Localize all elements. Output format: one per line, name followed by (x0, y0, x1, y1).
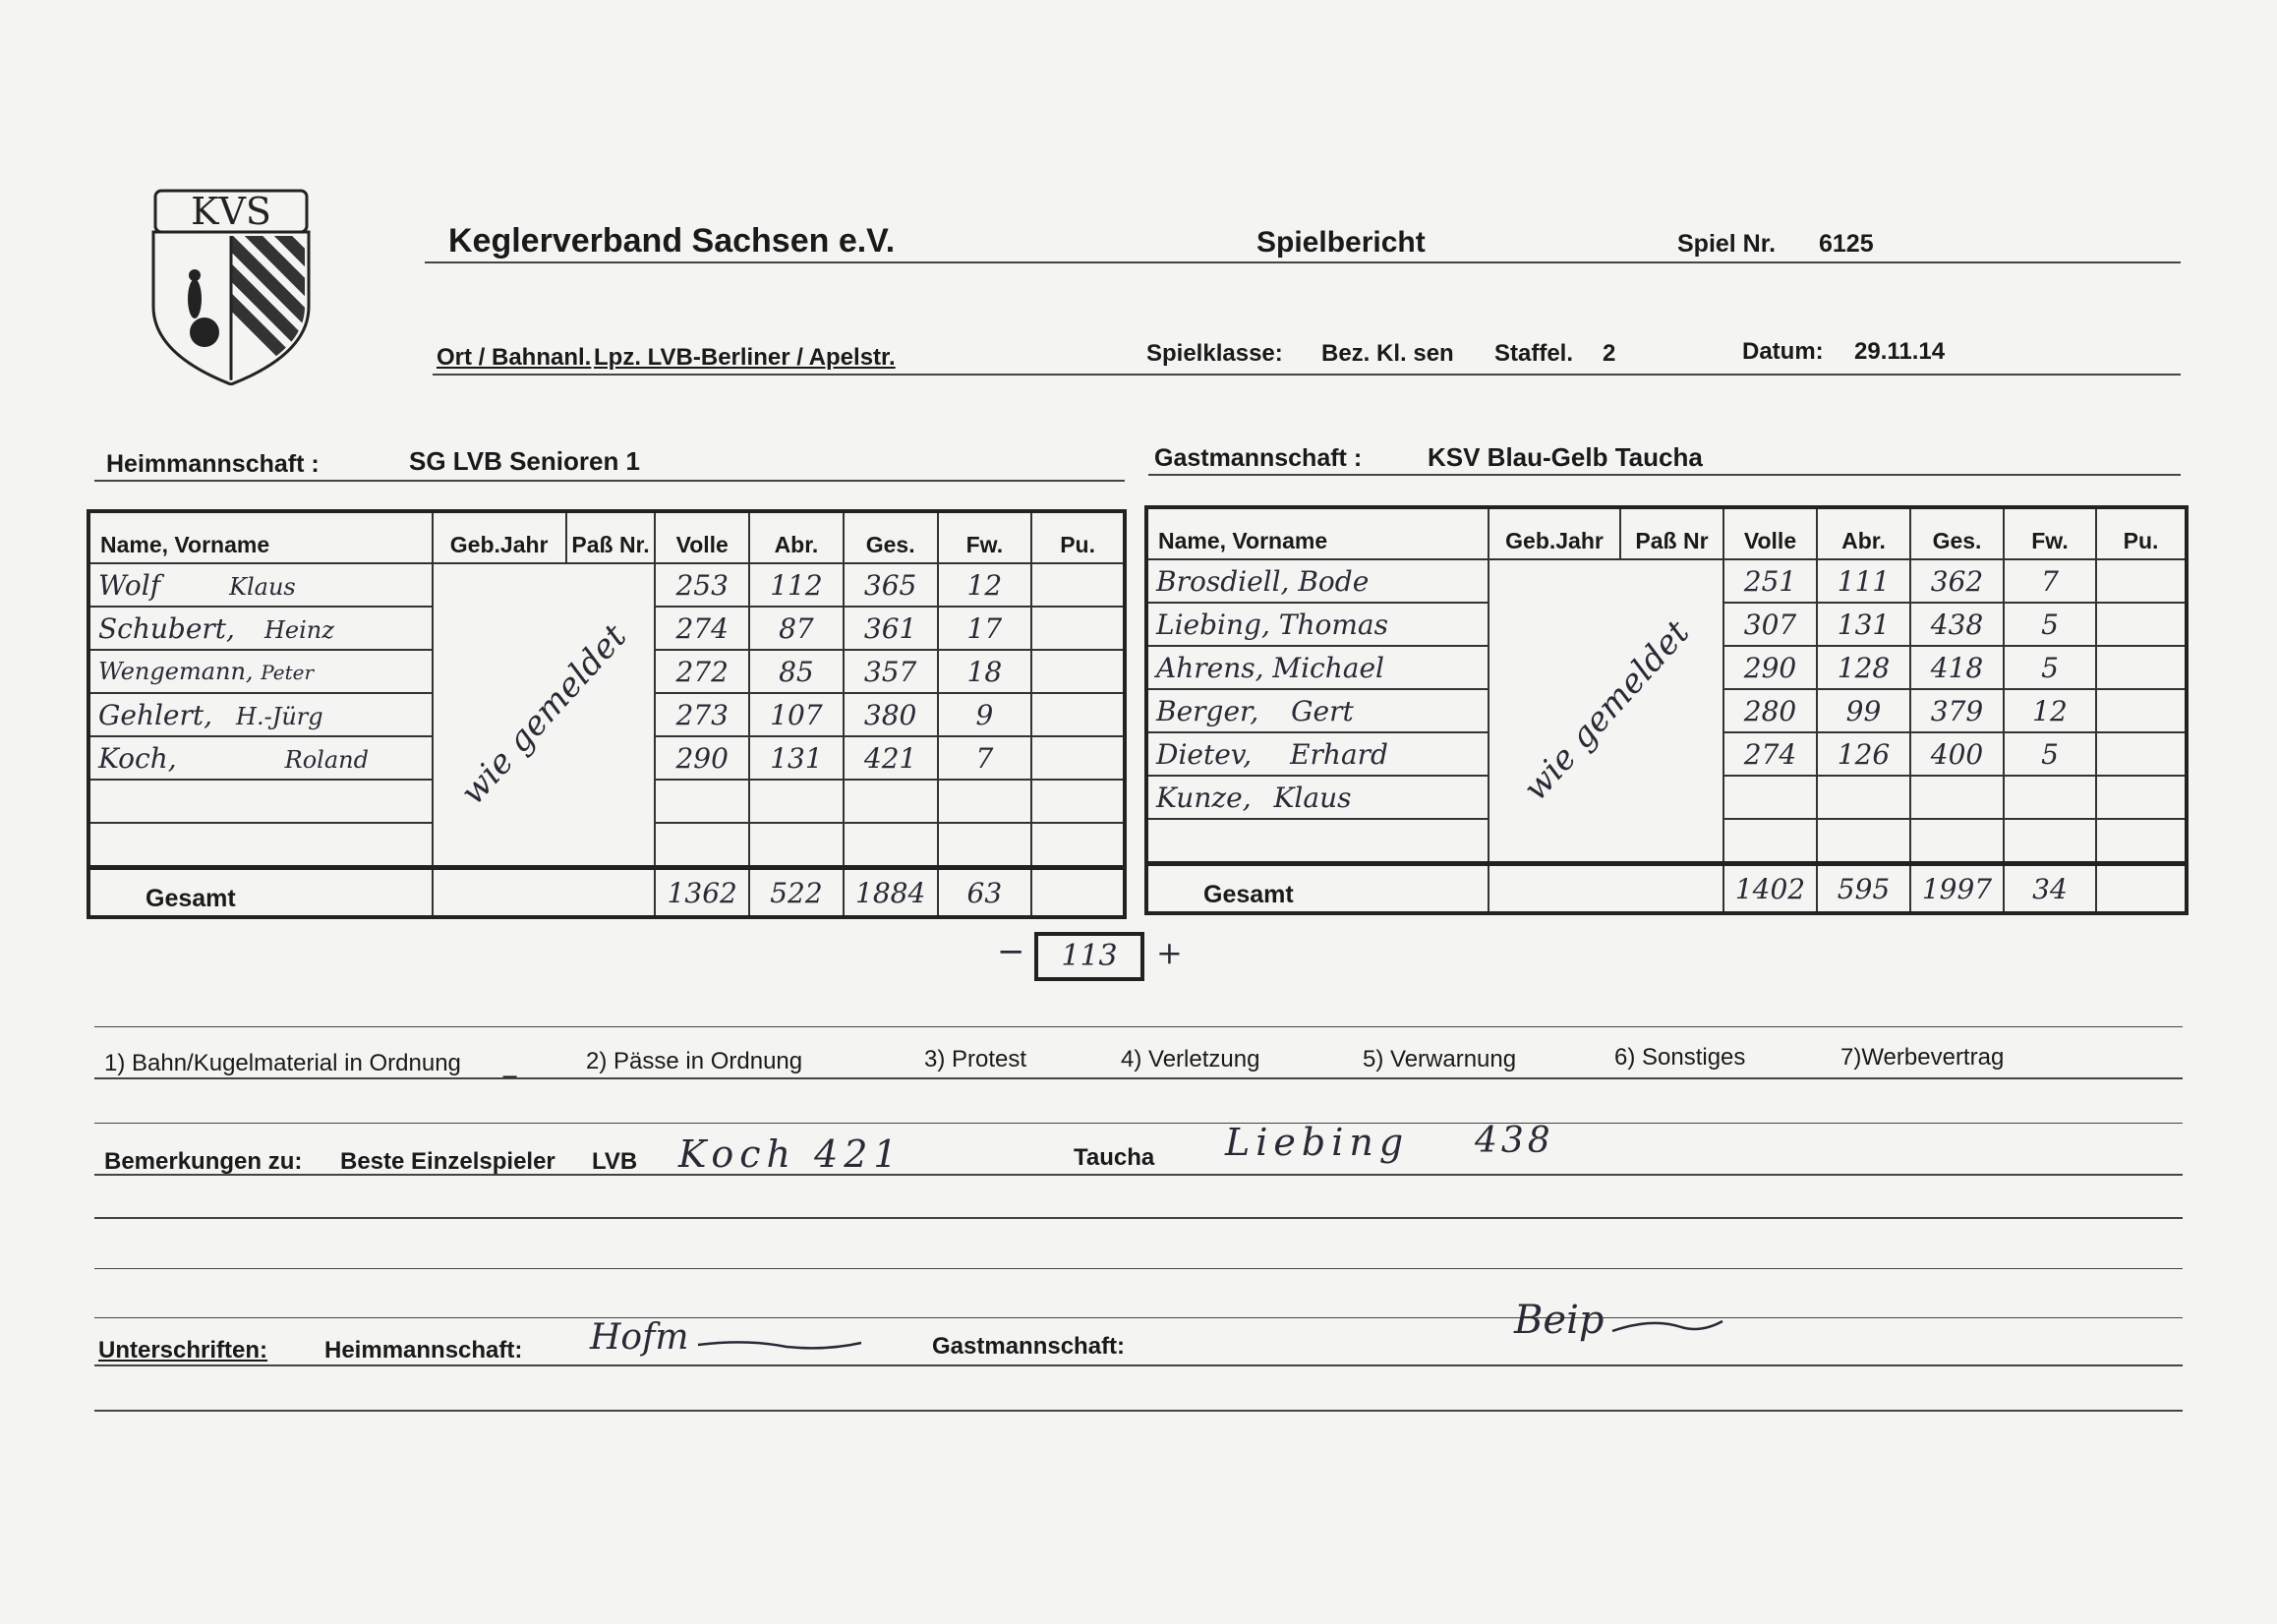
option-bahn-kugelmaterial: 1) Bahn/Kugelmaterial in Ordnung (104, 1050, 461, 1076)
option-protest: 3) Protest (924, 1046, 1027, 1073)
pu-cell (2096, 646, 2187, 689)
lvb-best-value: Koch 421 (678, 1132, 904, 1176)
guest-team-label: Gastmannschaft : (1154, 444, 1363, 472)
abr-cell: 87 (749, 607, 844, 650)
abr-cell: 128 (1817, 646, 1910, 689)
ges-cell (844, 823, 938, 868)
fw-cell (938, 823, 1032, 868)
option-verwarnung: 5) Verwarnung (1363, 1046, 1517, 1073)
best-player-label: Beste Einzelspieler (340, 1148, 555, 1175)
player-name-cell (88, 780, 433, 823)
total-volle: 1402 (1723, 864, 1817, 914)
volle-cell: 274 (1723, 732, 1817, 776)
volle-cell: 280 (1723, 689, 1817, 732)
guest-team-name: KSV Blau-Gelb Taucha (1428, 442, 1703, 472)
home-header-row (88, 511, 1125, 563)
guest-team-rule (1148, 474, 2181, 476)
home-signature (590, 1317, 865, 1361)
remarks-label: Bemerkungen zu: (104, 1148, 303, 1175)
ges-cell: 380 (844, 693, 938, 736)
ges-cell: 379 (1910, 689, 2004, 732)
option-werbevertrag: 7)Werbevertrag (1840, 1044, 2005, 1071)
col-gebjahr: Geb.Jahr (1489, 507, 1620, 559)
abr-cell: 85 (749, 650, 844, 693)
total-pu (1031, 868, 1125, 918)
col-pu: Pu. (2096, 507, 2187, 559)
home-total-row (88, 868, 1125, 918)
option-paesse: 2) Pässe in Ordnung (586, 1048, 803, 1074)
volle-cell (655, 780, 749, 823)
ges-cell: 421 (844, 736, 938, 780)
volle-cell: 251 (1723, 559, 1817, 603)
volle-cell: 272 (655, 650, 749, 693)
player-name-cell (88, 823, 433, 868)
home-score-table (87, 509, 1127, 919)
logo-text: KVS (191, 190, 271, 233)
total-empty-cell (433, 868, 656, 918)
player-firstname: Bode (1298, 564, 1370, 598)
col-volle: Volle (655, 511, 749, 563)
total-volle: 1362 (655, 868, 749, 918)
ges-cell: 365 (844, 563, 938, 607)
ges-cell: 357 (844, 650, 938, 693)
difference-minus: − (997, 932, 1025, 971)
guest-geb-note: wie gemeldet (1515, 612, 1697, 809)
guest-header-row (1146, 507, 2187, 559)
col-ges: Ges. (844, 511, 938, 563)
player-firstname: Roland (284, 745, 369, 774)
abr-cell: 112 (749, 563, 844, 607)
ges-cell (1910, 819, 2004, 864)
datum-label: Datum: (1742, 338, 1824, 365)
player-surname: Schubert, (98, 611, 235, 645)
option-verletzung: 4) Verletzung (1121, 1046, 1260, 1073)
pu-cell (2096, 732, 2187, 776)
home-signature-label: Heimmannschaft: (324, 1337, 523, 1363)
spiel-nr-value: 6125 (1819, 230, 1874, 258)
home-team-label: Heimmannschaft : (106, 450, 320, 478)
option-sonstiges: 6) Sonstiges (1614, 1044, 1746, 1071)
abr-cell: 131 (1817, 603, 1910, 646)
options-rule-bottom (94, 1077, 2183, 1079)
spielklasse-value: Bez. Kl. sen (1321, 340, 1454, 367)
abr-cell (1817, 776, 1910, 819)
player-firstname: Michael (1272, 651, 1384, 684)
blank-rule-4 (94, 1317, 2183, 1318)
pu-cell (2096, 776, 2187, 819)
table-row (1146, 559, 2187, 603)
fw-cell: 12 (2004, 689, 2096, 732)
volle-cell: 290 (655, 736, 749, 780)
bottom-rule (94, 1410, 2183, 1412)
fw-cell: 7 (2004, 559, 2096, 603)
player-surname: Ahrens, (1156, 651, 1264, 684)
abr-cell: 126 (1817, 732, 1910, 776)
total-pu (2096, 864, 2187, 914)
ges-cell: 400 (1910, 732, 2004, 776)
abr-cell: 99 (1817, 689, 1910, 732)
total-ges: 1997 (1910, 864, 2004, 914)
blank-rule-2 (94, 1217, 2183, 1219)
total-label: Gesamt (88, 868, 433, 918)
option-dash: _ (503, 1052, 517, 1078)
fw-cell: 5 (2004, 603, 2096, 646)
fw-cell: 17 (938, 607, 1032, 650)
fw-cell (2004, 776, 2096, 819)
player-firstname: Thomas (1278, 608, 1388, 641)
signatures-rule (94, 1364, 2183, 1366)
guest-score-table (1144, 505, 2189, 915)
player-firstname: Peter (261, 661, 315, 684)
home-geb-pass-merged (433, 563, 656, 868)
home-team-name: SG LVB Senioren 1 (409, 446, 641, 476)
col-passnr: Paß Nr (1620, 507, 1723, 559)
table-row (88, 563, 1125, 607)
player-name-cell (88, 563, 433, 607)
ges-cell: 438 (1910, 603, 2004, 646)
org-name: Keglerverband Sachsen e.V. (448, 222, 896, 260)
home-signature-stroke (590, 1317, 865, 1361)
volle-cell: 290 (1723, 646, 1817, 689)
guest-signature-label: Gastmannschaft: (932, 1333, 1126, 1360)
blank-rule-1 (94, 1123, 2183, 1124)
ges-cell: 361 (844, 607, 938, 650)
spiel-nr-label: Spiel Nr. (1677, 230, 1777, 258)
abr-cell (749, 780, 844, 823)
player-firstname: Gert (1291, 694, 1354, 727)
player-surname: Liebing, (1156, 608, 1270, 641)
fw-cell: 5 (2004, 646, 2096, 689)
total-empty-cell (1489, 864, 1723, 914)
volle-cell (1723, 776, 1817, 819)
player-surname: Gehlert, (98, 698, 213, 731)
player-surname: Brosdiell, (1156, 564, 1290, 598)
player-firstname: Erhard (1290, 737, 1388, 771)
difference-value: 113 (1061, 939, 1118, 973)
volle-cell (655, 823, 749, 868)
volle-cell: 307 (1723, 603, 1817, 646)
abr-cell: 111 (1817, 559, 1910, 603)
ges-cell: 362 (1910, 559, 2004, 603)
total-fw: 63 (938, 868, 1032, 918)
player-name-cell (88, 650, 433, 693)
fw-cell (938, 780, 1032, 823)
pu-cell (2096, 819, 2187, 864)
home-signature-text: Hofm (590, 1317, 689, 1358)
document-title: Spielbericht (1256, 226, 1426, 259)
spielklasse-label: Spielklasse: (1146, 340, 1283, 367)
home-team-rule (94, 480, 1125, 482)
player-firstname: Klaus (1273, 781, 1352, 814)
pu-cell (1031, 736, 1125, 780)
player-name-cell (88, 693, 433, 736)
volle-cell: 253 (655, 563, 749, 607)
player-firstname: Heinz (263, 615, 334, 644)
total-label: Gesamt (1146, 864, 1489, 914)
player-name-cell (88, 736, 433, 780)
pu-cell (1031, 607, 1125, 650)
ges-cell (844, 780, 938, 823)
volle-cell (1723, 819, 1817, 864)
fw-cell: 7 (938, 736, 1032, 780)
player-name-cell (1146, 559, 1489, 603)
ges-cell (1910, 776, 2004, 819)
player-name-cell (1146, 689, 1489, 732)
player-surname: Koch, (98, 741, 177, 775)
fw-cell: 12 (938, 563, 1032, 607)
fw-cell: 18 (938, 650, 1032, 693)
volle-cell: 274 (655, 607, 749, 650)
player-surname: Dietev, (1156, 737, 1253, 771)
player-surname: Kunze, (1156, 781, 1252, 814)
col-fw: Fw. (938, 511, 1032, 563)
abr-cell (1817, 819, 1910, 864)
player-firstname: Klaus (229, 572, 296, 601)
col-abr: Abr. (749, 511, 844, 563)
guest-signature (1514, 1298, 1730, 1357)
pu-cell (1031, 780, 1125, 823)
ort-value: Lpz. LVB-Berliner / Apelstr. (594, 344, 896, 371)
col-fw: Fw. (2004, 507, 2096, 559)
difference-plus: + (1156, 934, 1183, 971)
col-abr: Abr. (1817, 507, 1910, 559)
total-ges: 1884 (844, 868, 938, 918)
remarks-rule (94, 1174, 2183, 1176)
header-rule-1 (425, 261, 2181, 263)
kvs-logo (147, 189, 315, 385)
col-name: Name, Vorname (1146, 507, 1489, 559)
pu-cell (1031, 693, 1125, 736)
player-surname: Berger, (1156, 694, 1259, 727)
staffel-value: 2 (1603, 340, 1616, 367)
taucha-label: Taucha (1074, 1144, 1155, 1171)
abr-cell (749, 823, 844, 868)
pu-cell (2096, 689, 2187, 732)
col-ges: Ges. (1910, 507, 2004, 559)
ges-cell: 418 (1910, 646, 2004, 689)
col-pu: Pu. (1031, 511, 1125, 563)
player-name-cell (1146, 732, 1489, 776)
kvs-shield-icon (147, 189, 315, 385)
lvb-label: LVB (592, 1148, 638, 1175)
taucha-best-name: Liebing (1225, 1121, 1410, 1164)
guest-geb-pass-merged (1489, 559, 1723, 864)
taucha-best-score: 438 (1475, 1121, 1554, 1161)
datum-value: 29.11.14 (1854, 338, 1946, 365)
ort-label: Ort / Bahnanl. (437, 344, 592, 371)
volle-cell: 273 (655, 693, 749, 736)
fw-cell: 9 (938, 693, 1032, 736)
total-abr: 522 (749, 868, 844, 918)
total-fw: 34 (2004, 864, 2096, 914)
pu-cell (1031, 823, 1125, 868)
guest-total-row (1146, 864, 2187, 914)
pu-cell (1031, 650, 1125, 693)
fw-cell: 5 (2004, 732, 2096, 776)
fw-cell (2004, 819, 2096, 864)
guest-signature-text: Beip (1514, 1298, 1605, 1343)
player-name-cell (1146, 776, 1489, 819)
pu-cell (2096, 603, 2187, 646)
col-passnr: Paß Nr. (566, 511, 656, 563)
home-geb-note: wie gemeldet (452, 616, 635, 813)
col-volle: Volle (1723, 507, 1817, 559)
pu-cell (2096, 559, 2187, 603)
abr-cell: 131 (749, 736, 844, 780)
difference-box (1034, 932, 1144, 981)
options-rule-top (94, 1026, 2183, 1027)
guest-signature-stroke (1514, 1298, 1730, 1357)
staffel-label: Staffel. (1494, 340, 1574, 367)
player-name-cell (1146, 819, 1489, 864)
signatures-label: Unterschriften: (98, 1337, 268, 1363)
col-gebjahr: Geb.Jahr (433, 511, 566, 563)
player-name-cell (1146, 646, 1489, 689)
col-name: Name, Vorname (88, 511, 433, 563)
player-name-cell (1146, 603, 1489, 646)
pu-cell (1031, 563, 1125, 607)
player-name-cell (88, 607, 433, 650)
player-surname: Wengemann, (98, 658, 254, 685)
blank-rule-3 (94, 1268, 2183, 1269)
header-rule-2 (433, 374, 2181, 376)
player-surname: Wolf (98, 568, 161, 602)
player-firstname: H.-Jürg (236, 702, 323, 730)
abr-cell: 107 (749, 693, 844, 736)
total-abr: 595 (1817, 864, 1910, 914)
